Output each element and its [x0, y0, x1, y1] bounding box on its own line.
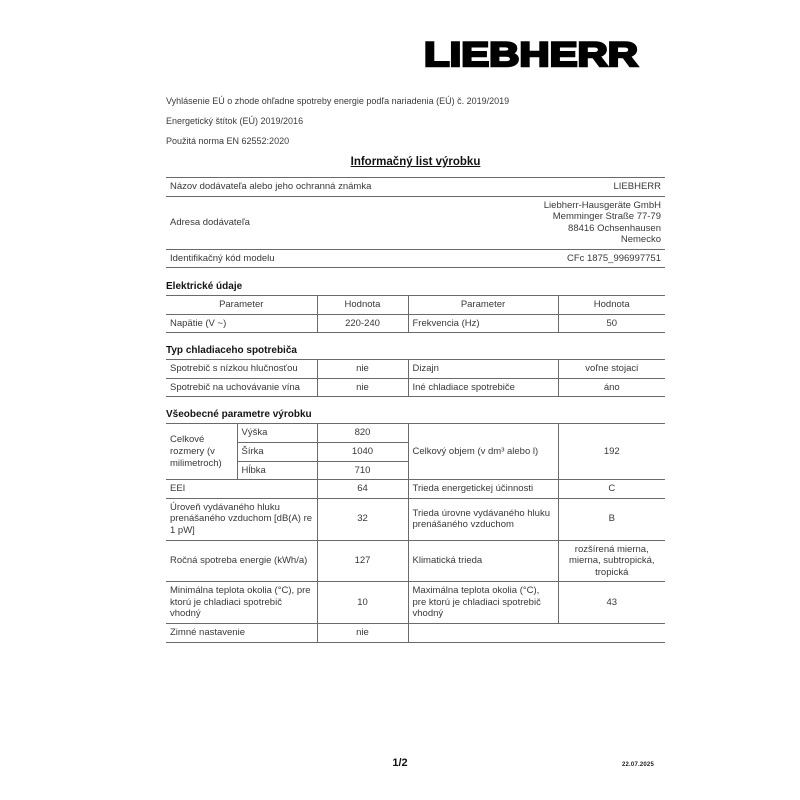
supplier-name-value: LIEBHERR — [440, 178, 665, 197]
electrical-table — [166, 295, 665, 333]
eei-label: EEI — [166, 480, 317, 499]
address-line: Nemecko — [620, 234, 661, 246]
noise-level-label: Úroveň vydávaného hluku prenášaného vzduchom [dB(A) re 1 pW] — [166, 498, 317, 540]
depth-label: Hĺbka — [237, 461, 317, 480]
model-code-value: CFc 1875_996997751 — [440, 249, 665, 268]
min-temp-value: 10 — [317, 582, 408, 624]
supplier-address-label: Adresa dodávateľa — [166, 196, 440, 249]
voltage-label: Napätie (V ~) — [166, 314, 317, 333]
other-appliance-value: áno — [558, 378, 665, 397]
table-row — [166, 540, 665, 582]
header-parameter-2: Parameter — [408, 296, 558, 315]
design-value: voľne stojaci — [558, 360, 665, 379]
wine-storage-value: nie — [317, 378, 408, 397]
winter-setting-label: Zimné nastavenie — [166, 623, 317, 642]
energy-class-value: C — [558, 480, 665, 499]
general-params-table — [166, 423, 665, 642]
max-temp-value: 43 — [558, 582, 665, 624]
supplier-table — [166, 177, 665, 268]
eu-declaration-line: Vyhlásenie EÚ o zhode ohľadne spotreby energie podľa nariadenia (EÚ) č. 2019/2019 — [166, 96, 510, 106]
depth-value: 710 — [317, 461, 408, 480]
eei-value: 64 — [317, 480, 408, 499]
section-title-general-params: Všeobecné parametre výrobku — [166, 409, 312, 421]
document-content — [166, 96, 665, 643]
noise-level-value: 32 — [317, 498, 408, 540]
section-title-appliance-type: Typ chladiaceho spotrebiča — [166, 345, 297, 357]
table-row — [166, 582, 665, 624]
address-line: 88416 Ochsenhausen — [568, 222, 661, 234]
header-parameter-1: Parameter — [166, 296, 317, 315]
winter-setting-value: nie — [317, 623, 408, 642]
low-noise-value: nie — [317, 360, 408, 379]
model-code-label: Identifikačný kód modelu — [166, 249, 440, 268]
frequency-label: Frekvencia (Hz) — [408, 314, 558, 333]
section-title-electrical: Elektrické údaje — [166, 281, 243, 293]
header-value-2: Hodnota — [558, 296, 665, 315]
energy-label-line: Energetický štítok (EÚ) 2019/2016 — [166, 116, 304, 126]
address-line: Liebherr-Hausgeräte GmbH — [543, 199, 661, 211]
frequency-value: 50 — [558, 314, 665, 333]
height-value: 820 — [317, 424, 408, 443]
page-title: Informačný list výrobku — [350, 156, 481, 168]
height-label: Výška — [237, 424, 317, 443]
standard-line: Použitá norma EN 62552:2020 — [166, 136, 290, 146]
noise-class-value: B — [558, 498, 665, 540]
address-line: Memminger Straße 77-79 — [552, 211, 661, 223]
table-row — [166, 178, 665, 197]
table-row — [166, 314, 665, 333]
low-noise-label: Spotrebič s nízkou hlučnosťou — [166, 360, 317, 379]
dimensions-label: Celkové rozmery (v milimetroch) — [166, 424, 237, 480]
climate-class-value: rozšírená mierna, mierna, subtropická, tropická — [558, 540, 665, 582]
volume-label: Celkový objem (v dm³ alebo l) — [408, 424, 558, 480]
table-row — [166, 378, 665, 397]
table-row — [166, 196, 665, 249]
energy-class-label: Trieda energetickej účinnosti — [408, 480, 558, 499]
table-row — [166, 480, 665, 499]
volume-value: 192 — [558, 424, 665, 480]
annual-energy-value: 127 — [317, 540, 408, 582]
wine-storage-label: Spotrebič na uchovávanie vína — [166, 378, 317, 397]
table-row — [166, 623, 665, 642]
liebherr-logo-text: LIEBHERR — [424, 36, 638, 74]
table-row — [166, 360, 665, 379]
width-label: Šírka — [237, 443, 317, 462]
table-row — [166, 424, 665, 443]
appliance-type-table — [166, 359, 665, 397]
climate-class-label: Klimatická trieda — [408, 540, 558, 582]
empty-cell — [408, 623, 665, 642]
supplier-name-label: Názov dodávateľa alebo jeho ochranná známka — [166, 178, 440, 197]
voltage-value: 220-240 — [317, 314, 408, 333]
footer-date: 22.07.2025 — [621, 762, 654, 768]
min-temp-label: Minimálna teplota okolia (°C), pre ktorú je chladiaci spotrebič vhodný — [166, 582, 317, 624]
other-appliance-label: Iné chladiace spotrebiče — [408, 378, 558, 397]
liebherr-logo-graphic — [420, 33, 642, 75]
table-row — [166, 249, 665, 268]
header-value-1: Hodnota — [317, 296, 408, 315]
table-header-row — [166, 296, 665, 315]
max-temp-label: Maximálna teplota okolia (°C), pre ktorú je chladiaci spotrebič vhodný — [408, 582, 558, 624]
liebherr-logo — [420, 33, 642, 75]
page-number: 1/2 — [392, 757, 408, 769]
design-label: Dizajn — [408, 360, 558, 379]
width-value: 1040 — [317, 443, 408, 462]
table-row — [166, 498, 665, 540]
noise-class-label: Trieda úrovne vydávaného hluku prenášaného vzduchom — [408, 498, 558, 540]
annual-energy-label: Ročná spotreba energie (kWh/a) — [166, 540, 317, 582]
supplier-address-value — [440, 196, 665, 249]
